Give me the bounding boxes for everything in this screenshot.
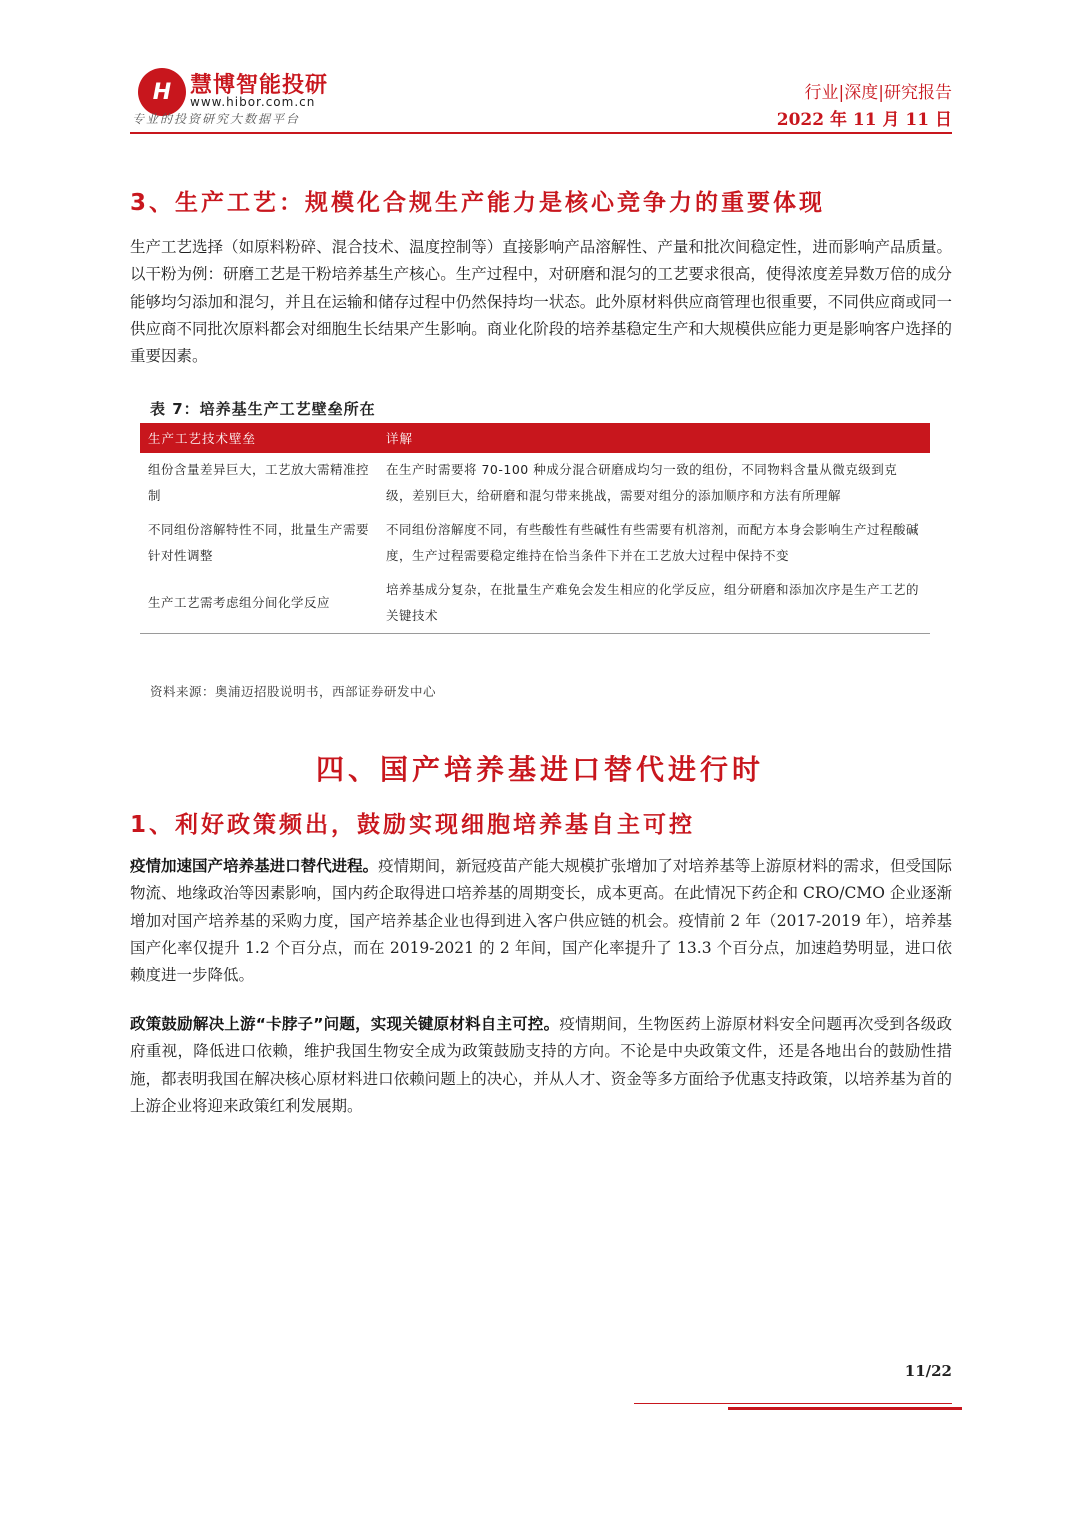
section-heading-policy: 1、利好政策频出，鼓励实现细胞培养基自主可控 bbox=[130, 812, 696, 838]
table-cell-barrier: 生产工艺需考虑组分间化学反应 bbox=[140, 573, 378, 634]
policy-support-paragraph bbox=[130, 1011, 952, 1120]
table-title: 表 7：培养基生产工艺壁垒所在 bbox=[150, 400, 376, 418]
table-cell-barrier: 组份含量差异巨大，工艺放大需精准控制 bbox=[148, 462, 370, 503]
process-barrier-table bbox=[140, 423, 930, 634]
paragraph-body: 疫情期间，生物医药上游原材料安全问题再次受到各级政府重视，降低进口依赖，维护我国生物安全成为政策鼓励支持的方向。不论是中央政策文件，还是各地出台的鼓励性措施，都表明我国在解决核心原材料进口依赖问题上的决心，并从人才、资金等多方面给予优惠支持政策，以培养基为首的上游企业将迎来政策红利发展期。 bbox=[130, 1015, 952, 1115]
footer-divider bbox=[634, 1403, 952, 1404]
table-cell-detail: 不同组份溶解度不同，有些酸性有些碱性有些需要有机溶剂，而配方本身会影响生产过程酸碱度，生产过程需要稳定维持在恰当条件下并在工艺放大过程中保持不变 bbox=[386, 522, 920, 563]
import-substitution-paragraph bbox=[130, 853, 952, 989]
hibor-logo-icon: H bbox=[138, 68, 186, 116]
table-header-detail: 详解 bbox=[378, 423, 930, 453]
chapter-heading: 四、国产培养基进口替代进行时 bbox=[315, 753, 764, 786]
production-process-paragraph: 生产工艺选择（如原料粉碎、混合技术、温度控制等）直接影响产品溶解性、产量和批次间稳定性，进而影响产品质量。以干粉为例：研磨工艺是干粉培养基生产核心。生产过程中，对研磨和混匀的工艺要求很高，使得浓度差异数万倍的成分能够均匀添加和混匀，并且在运输和储存过程中仍然保持均一状态。此外原材料供应商管理也很重要，不同供应商或同一供应商不同批次原料都会对细胞生长结果产生影响。商业化阶段的培养基稳定生产和大规模供应能力更是影响客户选择的重要因素。 bbox=[130, 238, 952, 366]
paragraph-body: 疫情期间，新冠疫苗产能大规模扩张增加了对培养基等上游原材料的需求，但受国际物流、地缘政治等因素影响，国内药企取得进口培养基的周期变长，成本更高。在此情况下药企和 CRO/CMO 企业逐渐增加对国产培养基的采购力度，国产培养基企业也得到进入客户供应链的机会。疫情前 2 年（2017-2019 年），培养基国产化率仅提升 1.2 个百分点，而在 2019-2021 的 2 年间，国产化率提升了 13.3 个百分点，加速趋势明显，进口依赖度进一步降低。 bbox=[130, 857, 952, 985]
page-header bbox=[130, 62, 952, 132]
report-date: 2022 年 11 月 11 日 bbox=[776, 110, 952, 130]
report-type: 行业|深度|研究报告 bbox=[804, 83, 952, 103]
footer-divider-accent bbox=[728, 1407, 962, 1410]
table-row bbox=[140, 513, 930, 573]
table-cell-barrier: 不同组份溶解特性不同，批量生产需要针对性调整 bbox=[148, 522, 370, 563]
table-row bbox=[140, 453, 930, 513]
page-number: 11/22 bbox=[904, 1362, 952, 1380]
table-row bbox=[140, 573, 930, 634]
logo-url: www.hibor.com.cn bbox=[190, 95, 316, 109]
logo-name: 慧博智能投研 bbox=[190, 73, 329, 98]
table-header-barrier: 生产工艺技术壁垒 bbox=[140, 423, 378, 453]
header-divider bbox=[130, 132, 952, 134]
table-source: 资料来源：奥浦迈招股说明书，西部证券研发中心 bbox=[150, 684, 437, 699]
table-cell-detail: 培养基成分复杂，在批量生产难免会发生相应的化学反应，组分研磨和添加次序是生产工艺的关键技术 bbox=[378, 573, 930, 634]
paragraph-lead: 政策鼓励解决上游“卡脖子”问题，实现关键原材料自主可控。 bbox=[130, 1015, 560, 1033]
paragraph-lead: 疫情加速国产培养基进口替代进程。 bbox=[130, 857, 379, 875]
section-heading-production-process: 3、生产工艺：规模化合规生产能力是核心竞争力的重要体现 bbox=[130, 190, 826, 216]
table-cell-detail: 在生产时需要将 70-100 种成分混合研磨成均匀一致的组份，不同物料含量从微克级到克级，差别巨大，给研磨和混匀带来挑战，需要对组分的添加顺序和方法有所理解 bbox=[386, 462, 898, 503]
logo-slogan: 专业的投资研究大数据平台 bbox=[132, 112, 301, 126]
